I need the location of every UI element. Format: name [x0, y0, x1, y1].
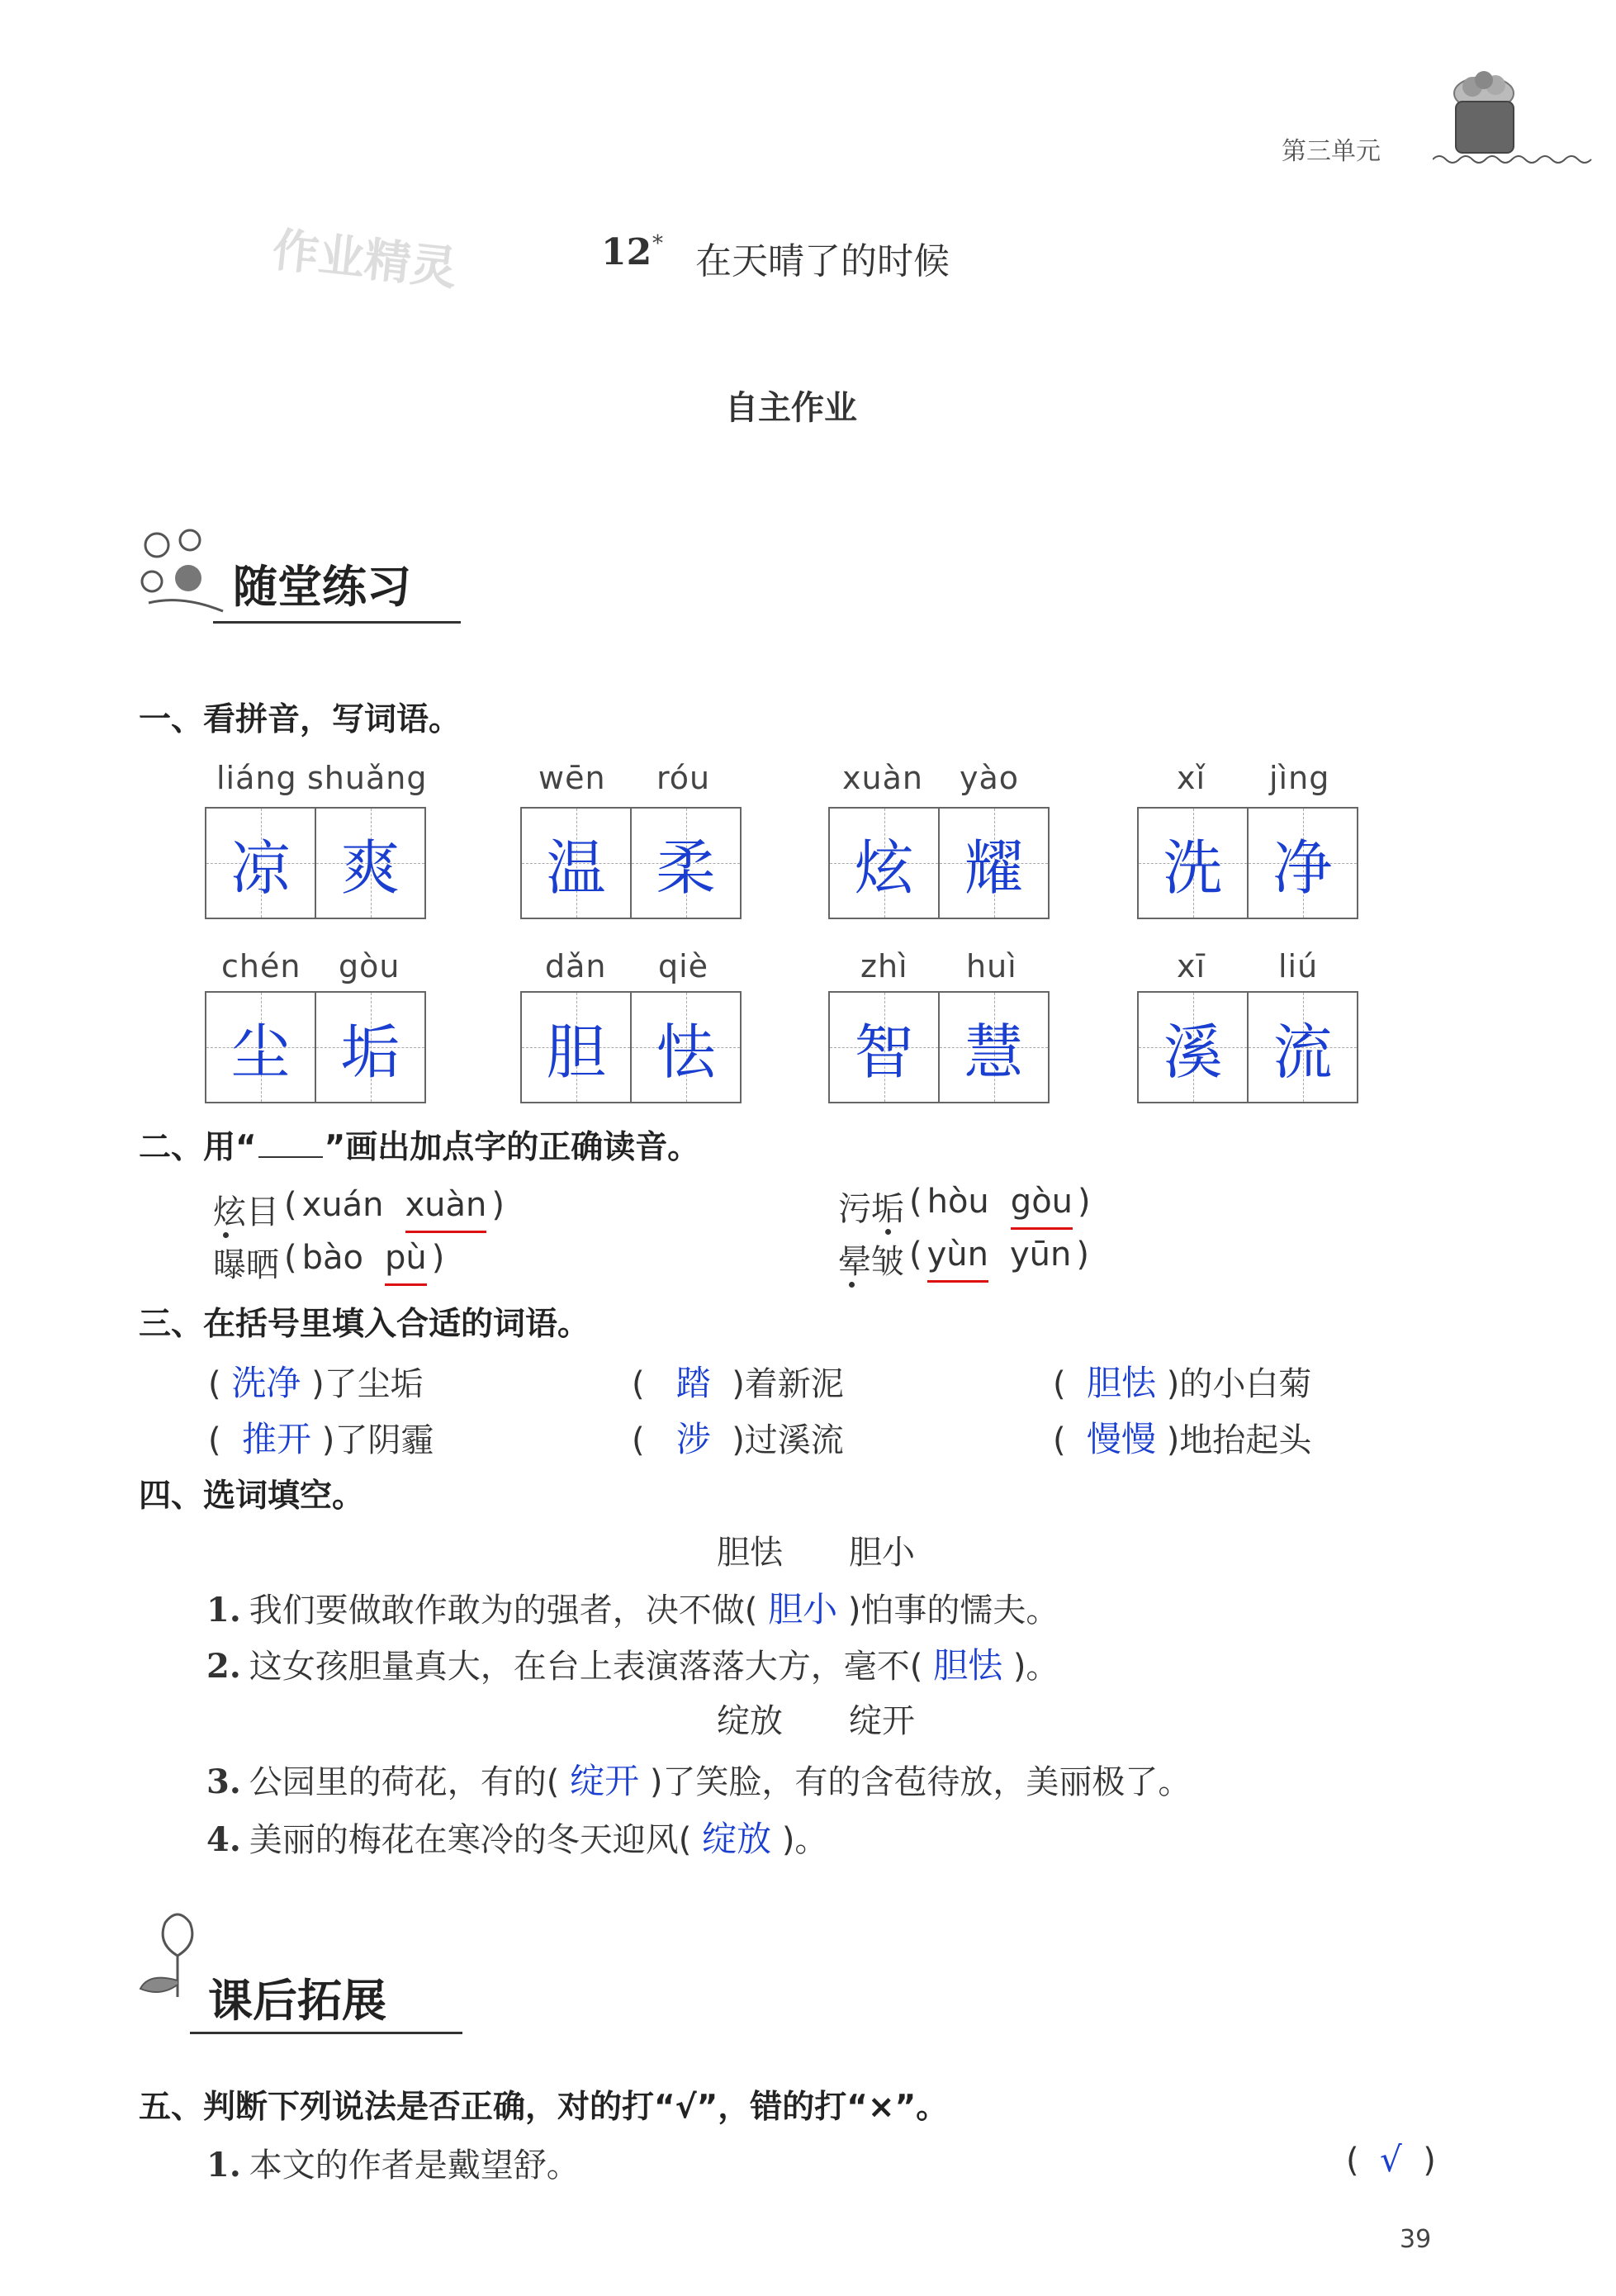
q1-pinyin: zhì — [860, 948, 908, 984]
answer-char: 智 — [854, 1018, 914, 1087]
banner-extension: 课后拓展 — [208, 1975, 386, 2027]
answer-char: 耀 — [964, 833, 1024, 903]
q1-pinyin: wēn — [538, 760, 606, 796]
q3-item: ( 胆怯 )的小白菊 — [1053, 1363, 1312, 1403]
answer-char: 怯 — [656, 1018, 716, 1087]
answer-char: 爽 — [340, 833, 400, 903]
q3-item: ( 推开 )了阴霾 — [208, 1419, 434, 1459]
answer-char: 尘 — [230, 1018, 291, 1087]
q1-pinyin: dǎn — [545, 948, 607, 984]
q1-pinyin: jìng — [1269, 760, 1330, 796]
watermark: 作业精灵 — [269, 223, 460, 296]
q3-item: ( 洗净 )了尘垢 — [208, 1363, 424, 1403]
banner-underline — [190, 2032, 462, 2034]
q4-item: 2. 这女孩胆量真大，在台上表演落落大方，毫不( 胆怯 )。 — [206, 1645, 1059, 1686]
answer-char: 洗 — [1163, 833, 1223, 903]
q1-pinyin: liáng — [216, 760, 297, 796]
answer-char: 胆 — [546, 1018, 606, 1087]
answer-char: 炫 — [854, 833, 914, 903]
char-grid — [520, 807, 742, 919]
q1-pinyin: huì — [966, 948, 1017, 984]
answer-char: 温 — [546, 833, 606, 903]
flowerpot-icon — [1433, 62, 1598, 165]
lesson-mark: * — [652, 231, 663, 256]
selected-reading: gòu — [1011, 1183, 1073, 1230]
lesson-title: 在天晴了的时候 — [695, 240, 950, 282]
q2-item: 晕皱 ( yùn yūn ) — [838, 1236, 1089, 1281]
lesson-number: 12 — [601, 231, 652, 273]
answer-char: 垢 — [340, 1018, 400, 1087]
q3-item: ( 踏 )着新泥 — [632, 1363, 844, 1403]
emphasis-dot — [223, 1232, 229, 1238]
q5-item: 1. 本文的作者是戴望舒。 — [206, 2146, 580, 2185]
q2-item: 污垢 ( hòu gòu ) — [838, 1183, 1091, 1228]
char-grid — [828, 807, 1050, 919]
q1-pinyin: róu — [656, 760, 711, 796]
selected-reading: xuàn — [405, 1186, 487, 1233]
answer-char: 柔 — [656, 833, 716, 903]
q1-pinyin: shuǎng — [307, 760, 428, 796]
banner-underline — [213, 621, 461, 624]
char-grid — [205, 991, 426, 1103]
answer-char: 净 — [1272, 833, 1333, 903]
q1-pinyin: qiè — [658, 948, 709, 984]
q4-item: 1. 我们要做敢作敢为的强者，决不做( 胆小 )怕事的懦夫。 — [206, 1589, 1059, 1629]
char-grid — [828, 991, 1050, 1103]
q1-pinyin: yào — [960, 760, 1020, 796]
flower-decoration-icon — [132, 520, 231, 619]
selected-reading: yùn — [927, 1236, 988, 1283]
q2-item: 炫目 ( xuán xuàn ) — [213, 1186, 505, 1231]
emphasis-dot — [885, 1229, 891, 1235]
q2-title: 二、用“ ”画出加点字的正确读音。 — [139, 1129, 700, 1166]
page-number: 39 — [1400, 2225, 1432, 2254]
q1-pinyin: gòu — [339, 948, 400, 984]
q1-pinyin: xǐ — [1177, 760, 1206, 796]
q4-item: 4. 美丽的梅花在寒冷的冬天迎风( 绽放 )。 — [206, 1819, 828, 1859]
section-subtitle: 自主作业 — [725, 389, 857, 427]
q2-item: 曝晒 ( bào pù ) — [213, 1239, 445, 1284]
q3-item: ( 涉 )过溪流 — [632, 1419, 844, 1459]
q4-item: 3. 公园里的荷花，有的( 绽开 )了笑脸，有的含苞待放，美丽极了。 — [206, 1761, 1192, 1801]
answer-char: 凉 — [230, 833, 291, 903]
q5-answer-box: ( √ ) — [1346, 2139, 1436, 2180]
answer-char: 流 — [1272, 1018, 1333, 1087]
char-grid — [205, 807, 426, 919]
unit-label: 第三单元 — [1282, 137, 1381, 166]
q1-pinyin: liú — [1278, 948, 1319, 984]
char-grid — [1137, 991, 1358, 1103]
answer-char: 慧 — [964, 1018, 1024, 1087]
emphasis-dot — [849, 1282, 855, 1288]
answer-char: 溪 — [1163, 1018, 1223, 1087]
word-choices: 胆怯 胆小 — [717, 1534, 915, 1572]
q4-title: 四、选词填空。 — [139, 1478, 365, 1515]
banner-practice: 随堂练习 — [233, 561, 411, 613]
char-grid — [520, 991, 742, 1103]
q1-pinyin: chén — [221, 948, 301, 984]
q3-item: ( 慢慢 )地抬起头 — [1053, 1419, 1312, 1459]
q1-pinyin: xuàn — [842, 760, 923, 796]
word-choices: 绽放 绽开 — [717, 1702, 915, 1740]
q1-pinyin: xī — [1177, 948, 1206, 984]
blank-line — [258, 1156, 323, 1158]
selected-reading: pù — [385, 1239, 427, 1286]
q5-title: 五、判断下列说法是否正确，对的打“√”，错的打“×”。 — [139, 2089, 949, 2126]
q1-title: 一、看拼音，写词语。 — [139, 701, 462, 738]
q3-title: 三、在括号里填入合适的词语。 — [139, 1306, 590, 1343]
char-grid — [1137, 807, 1358, 919]
